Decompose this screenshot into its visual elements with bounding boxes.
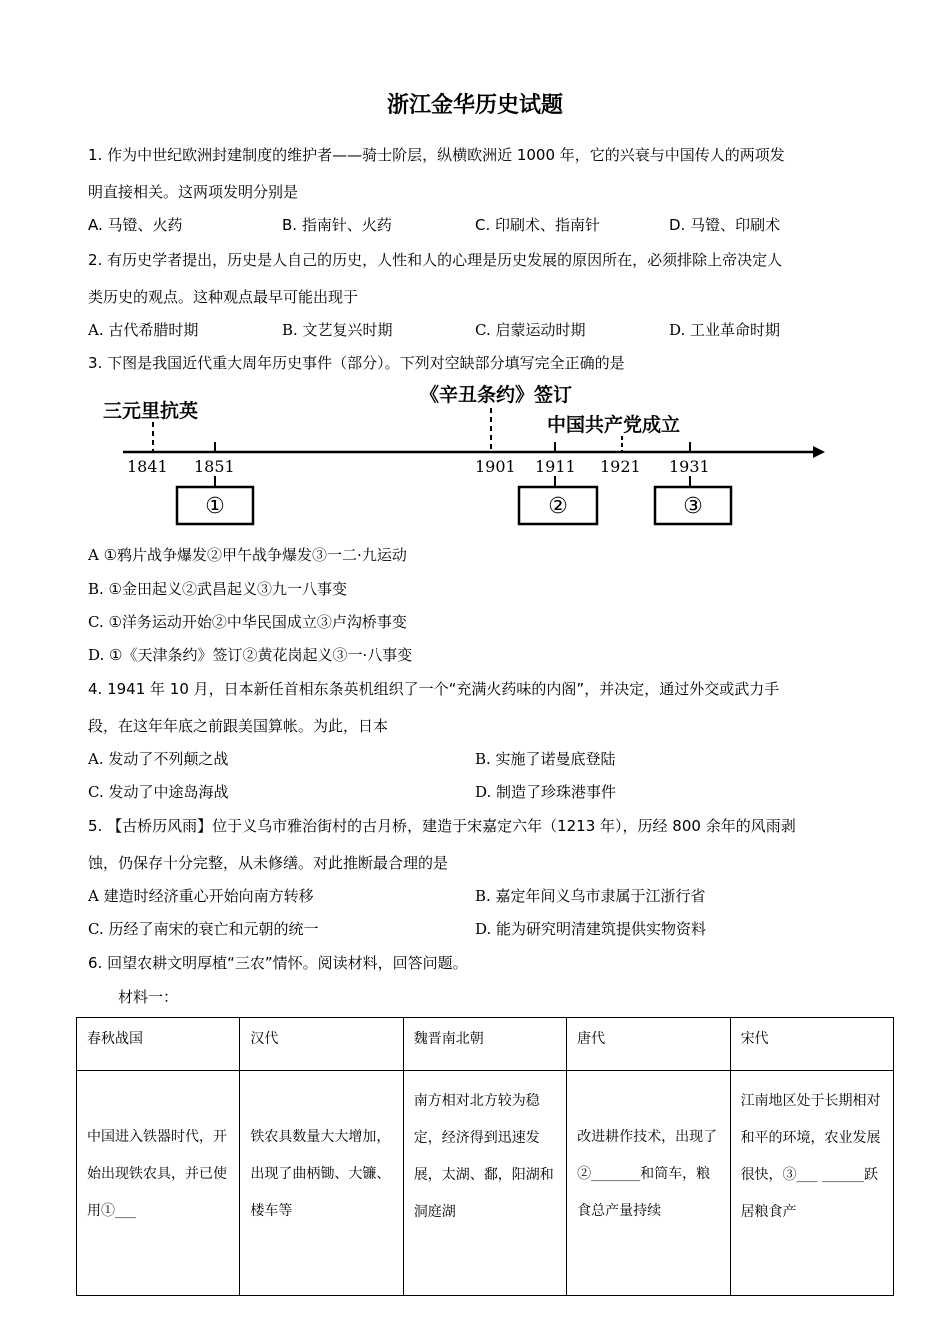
q6-stem: 6. 回望农耕文明厚植“三农”情怀。阅读材料，回答问题。 xyxy=(88,954,468,972)
q1-option-b: B. 指南针、火药 xyxy=(282,216,392,234)
table-cell: 江南地区处于长期相对和平的环境，农业发展很快，③___ ______跃居粮食产 xyxy=(730,1071,893,1296)
q5-option-d: D. 能为研究明清建筑提供实物资料 xyxy=(475,920,707,938)
q5-stem-line1: 5. 【古桥历风雨】位于义乌市雅治街村的古月桥，建造于宋嘉定六年（1213 年），历经 800 余年的风雨剥 xyxy=(88,817,796,835)
timeline-blank-3: ③ xyxy=(683,494,703,519)
q2-option-b: B. 文艺复兴时期 xyxy=(282,321,393,339)
timeline-year-1851: 1851 xyxy=(194,457,235,476)
q1-stem-line2: 明直接相关。这两项发明分别是 xyxy=(88,183,299,201)
table-header-cell: 春秋战国 xyxy=(77,1018,240,1071)
table-header-cell: 魏晋南北朝 xyxy=(403,1018,566,1071)
q2-stem-line1: 2. 有历史学者提出，历史是人自己的历史，人性和人的心理是历史发展的原因所在，必须排除上帝决定人 xyxy=(88,251,783,269)
timeline-blank-2: ② xyxy=(548,494,568,519)
timeline-year-1911: 1911 xyxy=(535,457,576,476)
material-table-row xyxy=(77,1071,894,1296)
q4-option-d: D. 制造了珍珠港事件 xyxy=(475,783,617,801)
timeline-year-1901: 1901 xyxy=(475,457,516,476)
timeline-year-1921: 1921 xyxy=(600,457,641,476)
q3-stem: 3. 下图是我国近代重大周年历史事件（部分）。下列对空缺部分填写完全正确的是 xyxy=(88,354,625,372)
timeline-year-1931: 1931 xyxy=(669,457,710,476)
timeline-arrow xyxy=(813,446,825,458)
timeline-label-sanyuanli: 三元里抗英 xyxy=(103,400,199,422)
q1-option-d: D. 马镫、印刷术 xyxy=(669,216,781,234)
q1-option-a: A. 马镫、火药 xyxy=(88,216,183,234)
timeline-year-1841: 1841 xyxy=(127,457,168,476)
q2-option-c: C. 启蒙运动时期 xyxy=(475,321,586,339)
q4-stem-line2: 段，在这年年底之前跟美国算帐。为此，日本 xyxy=(88,717,389,735)
q2-option-a: A. 古代希腊时期 xyxy=(88,321,199,339)
table-header-cell: 汉代 xyxy=(240,1018,403,1071)
timeline-label-xinchou: 《辛丑条约》签订 xyxy=(420,384,573,406)
q5-option-b: B. 嘉定年间义乌市隶属于江浙行省 xyxy=(475,887,706,905)
table-header-cell: 宋代 xyxy=(730,1018,893,1071)
q3-option-c: C. ①洋务运动开始②中华民国成立③卢沟桥事变 xyxy=(88,613,407,631)
q5-option-a: A 建造时经济重心开始向南方转移 xyxy=(88,887,314,905)
table-cell: 改进耕作技术，出现了②_______和筒车，粮食总产量持续 xyxy=(567,1071,730,1296)
q5-stem-line2: 蚀，仍保存十分完整，从未修缮。对此推断最合理的是 xyxy=(88,854,449,872)
q3-option-a: A ①鸦片战争爆发②甲午战争爆发③一二·九运动 xyxy=(88,546,407,564)
timeline-blank-1: ① xyxy=(205,494,225,519)
q3-option-d: D. ①《天津条约》签订②黄花岗起义③一·八事变 xyxy=(88,646,413,664)
q6-material-label: 材料一： xyxy=(118,988,179,1006)
q1-stem-line1: 1. 作为中世纪欧洲封建制度的维护者——骑士阶层，纵横欧洲近 1000 年，它的兴衰与中国传人的两项发 xyxy=(88,146,785,164)
material-table-header-row xyxy=(77,1018,894,1071)
q1-option-c: C. 印刷术、指南针 xyxy=(475,216,601,234)
table-header-cell: 唐代 xyxy=(567,1018,730,1071)
page-title: 浙江金华历史试题 xyxy=(386,93,563,118)
q3-option-b: B. ①金田起义②武昌起义③九一八事变 xyxy=(88,580,348,598)
table-cell: 铁农具数量大大增加，出现了曲柄锄、大镰、楼车等 xyxy=(240,1071,403,1296)
q4-option-b: B. 实施了诺曼底登陆 xyxy=(475,750,616,768)
q4-option-c: C. 发动了中途岛海战 xyxy=(88,783,229,801)
timeline-diagram xyxy=(95,380,835,540)
table-cell: 南方相对北方较为稳定，经济得到迅速发展，太湖、鄱，阳湖和洞庭湖 xyxy=(403,1071,566,1296)
material-table xyxy=(76,1017,894,1296)
q2-stem-line2: 类历史的观点。这种观点最早可能出现于 xyxy=(88,288,359,306)
q4-option-a: A. 发动了不列颠之战 xyxy=(88,750,229,768)
table-cell: 中国进入铁器时代，开始出现铁农具，并已使用①___ xyxy=(77,1071,240,1296)
q5-option-c: C. 历经了南宋的衰亡和元朝的统一 xyxy=(88,920,319,938)
q4-stem-line1: 4. 1941 年 10 月，日本新任首相东条英机组织了一个“充满火药味的内阁”，并决定，通过外交或武力手 xyxy=(88,680,780,698)
q2-option-d: D. 工业革命时期 xyxy=(669,321,781,339)
timeline-label-cpc: 中国共产党成立 xyxy=(547,414,681,436)
